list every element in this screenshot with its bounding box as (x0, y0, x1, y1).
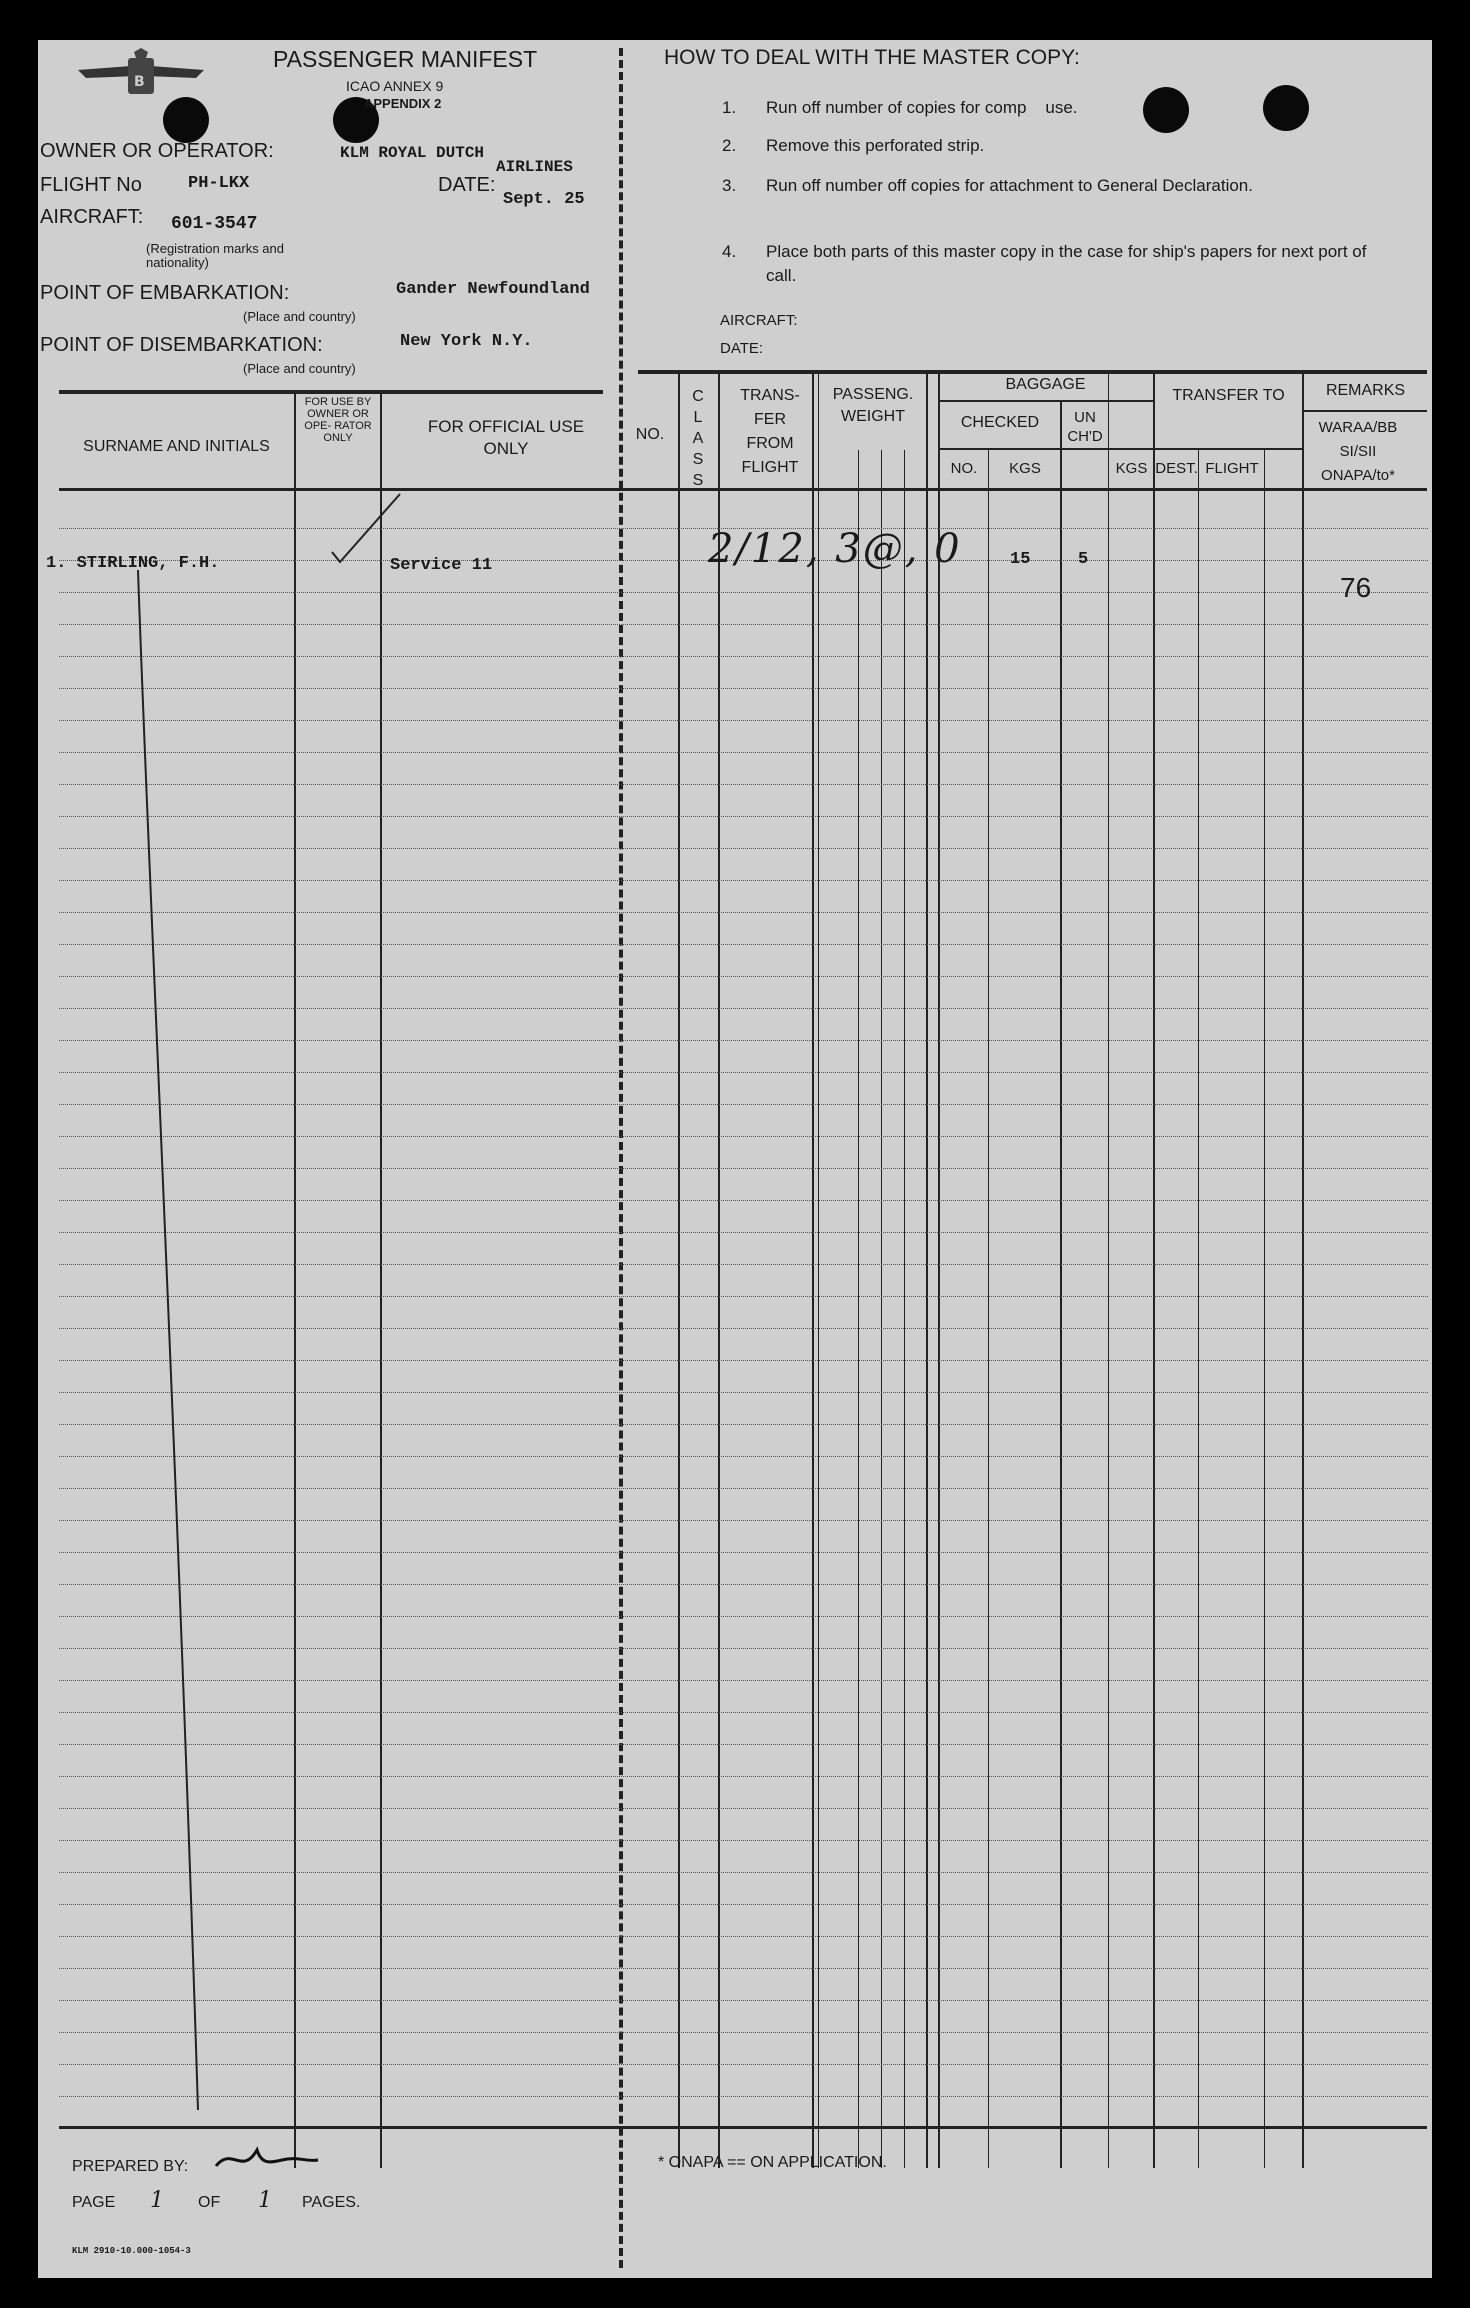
table-top-border (59, 390, 603, 394)
ruled-line (59, 1776, 1428, 1777)
ruled-line (59, 656, 1428, 657)
header-checked: CHECKED (960, 414, 1040, 431)
instruction-text: Run off number of copies for comp use. (766, 98, 1078, 117)
ruled-line (59, 1104, 1428, 1105)
klm-wings-logo (76, 48, 206, 108)
ruled-line (59, 1584, 1428, 1585)
date-label: DATE: (438, 174, 496, 196)
header-surname: SURNAME AND INITIALS (83, 438, 270, 455)
pen-stroke (128, 570, 228, 2140)
ruled-line (59, 2064, 1428, 2065)
owner-value-2: AIRLINES (496, 158, 573, 176)
ruled-line (59, 2000, 1428, 2001)
column-divider (938, 370, 940, 2168)
ruled-line (59, 1968, 1428, 1969)
column-divider (1302, 370, 1304, 2168)
svg-text:B: B (134, 74, 145, 90)
column-divider (988, 450, 989, 2168)
ruled-line (59, 1648, 1428, 1649)
flight-label: FLIGHT No (40, 174, 142, 196)
baggage-divider (938, 400, 1153, 402)
manifest-title: PASSENGER MANIFEST (273, 46, 538, 72)
column-divider (380, 394, 382, 2168)
header-remarks-codes: WARAA/BB SI/SII ONAPA/to* (1318, 419, 1398, 484)
header-class: CLASS (692, 388, 704, 489)
ruled-line (59, 2096, 1428, 2097)
column-divider (881, 450, 882, 2168)
ruled-line (59, 1808, 1428, 1809)
annex-label: ICAO ANNEX 9 (346, 78, 444, 94)
instructions-aircraft-label: AIRCRAFT: (720, 312, 798, 329)
column-divider (812, 370, 814, 2168)
column-divider (294, 394, 296, 2168)
header-transfer-to: TRANSFER TO (1172, 387, 1285, 404)
disembark-value: New York N.Y. (400, 332, 533, 351)
column-divider (678, 370, 680, 2168)
ruled-line (59, 752, 1428, 753)
header-official: FOR OFFICIAL USE ONLY (427, 417, 585, 458)
ruled-line (59, 784, 1428, 785)
check-mark (328, 490, 408, 570)
column-divider (718, 370, 720, 2168)
punch-hole (1143, 87, 1189, 133)
embark-note: (Place and country) (243, 309, 356, 324)
checked-kgs-value: 15 (1010, 550, 1031, 569)
ruled-line (59, 1168, 1428, 1169)
page-number: 1 (150, 2188, 164, 2213)
ruled-line (59, 1744, 1428, 1745)
ruled-line (59, 592, 1428, 593)
instruction-number: 4. (722, 242, 737, 261)
transfer-subdivider (1154, 448, 1302, 450)
instruction-number: 2. (722, 136, 737, 155)
column-divider (1264, 450, 1265, 2168)
pages-label: PAGES. (302, 2194, 361, 2211)
passenger-surname: 1. STIRLING, F.H. (46, 554, 220, 573)
header-baggage: BAGGAGE (1005, 376, 1086, 393)
ruled-line (59, 1296, 1428, 1297)
ruled-line (59, 1008, 1428, 1009)
header-flight: FLIGHT (1205, 460, 1259, 477)
baggage-subdivider (938, 448, 1153, 450)
header-unchd-kgs: KGS (1115, 460, 1148, 477)
header-passeng-weight: PASSENG. WEIGHT (832, 386, 914, 425)
column-divider (858, 450, 859, 2168)
punch-hole (1263, 85, 1309, 131)
aircraft-label: AIRCRAFT: (40, 206, 144, 228)
appendix-label: APPENDIX 2 (364, 96, 442, 111)
owner-value: KLM ROYAL DUTCH (340, 144, 485, 162)
flight-value: PH-LKX (188, 174, 250, 193)
ruled-line (59, 1552, 1428, 1553)
onapa-note: * ONAPA == ON APPLICATION. (658, 2154, 887, 2171)
ruled-line (59, 880, 1428, 881)
embark-label: POINT OF EMBARKATION: (40, 282, 290, 304)
ruled-line (59, 1616, 1428, 1617)
ruled-line (59, 2032, 1428, 2033)
header-for-use: FOR USE BY OWNER OR OPE- RATOR ONLY (304, 396, 372, 444)
header-transfer-from: TRANS- FER FROM FLIGHT (740, 387, 800, 476)
column-divider (1198, 450, 1199, 2168)
ruled-line (59, 720, 1428, 721)
aircraft-note: (Registration marks and nationality) (146, 241, 284, 270)
ruled-line (59, 1232, 1428, 1233)
ruled-line (59, 1520, 1428, 1521)
ruled-line (59, 1264, 1428, 1265)
ruled-line (59, 912, 1428, 913)
ruled-line (59, 1456, 1428, 1457)
column-divider (1153, 370, 1155, 2168)
table-header-bottom (59, 488, 1427, 491)
ruled-line (59, 1840, 1428, 1841)
ruled-line (59, 1904, 1428, 1905)
ruled-line (59, 1424, 1428, 1425)
ruled-line (59, 1200, 1428, 1201)
column-divider (926, 370, 928, 2168)
perforation-line (619, 48, 623, 2268)
owner-label: OWNER OR OPERATOR: (40, 140, 274, 162)
ruled-line (59, 1872, 1428, 1873)
instruction-text: Place both parts of this master copy in the case for ship's papers for next port of call. (766, 242, 1367, 285)
column-divider (904, 450, 905, 2168)
remarks-divider (1304, 410, 1427, 412)
aircraft-value: 601-3547 (171, 214, 258, 234)
page-total: 1 (258, 2188, 272, 2213)
ruled-line (59, 1072, 1428, 1073)
instruction-number: 1. (722, 98, 737, 117)
instructions-title: HOW TO DEAL WITH THE MASTER COPY: (664, 46, 1080, 69)
ruled-line (59, 1040, 1428, 1041)
column-divider (1108, 370, 1109, 2168)
ruled-line (59, 1936, 1428, 1937)
printer-code: KLM 2910-10.000-1054-3 (72, 2246, 191, 2256)
ruled-line (59, 944, 1428, 945)
ruled-line (59, 848, 1428, 849)
ruled-line (59, 1712, 1428, 1713)
instruction-number: 3. (722, 176, 737, 195)
date-value: Sept. 25 (503, 190, 585, 209)
handwritten-entry: 2/12, 3@, 0 (708, 526, 962, 572)
of-label: OF (198, 2194, 221, 2211)
disembark-note: (Place and country) (243, 361, 356, 376)
official-use-value: Service 11 (390, 556, 493, 575)
page-label: PAGE (72, 2194, 116, 2211)
prepared-by-label: PREPARED BY: (72, 2158, 189, 2175)
column-divider (818, 370, 819, 2168)
ruled-line (59, 1328, 1428, 1329)
unchd-kgs-value: 5 (1078, 550, 1089, 569)
ruled-line (59, 816, 1428, 817)
manifest-sheet (38, 40, 1432, 2278)
header-dest: DEST. (1155, 460, 1198, 477)
ruled-line (59, 976, 1428, 977)
instructions-date-label: DATE: (720, 340, 764, 357)
header-checked-kgs: KGS (1009, 460, 1041, 477)
header-checked-no: NO. (950, 460, 978, 477)
instruction-text: Remove this perforated strip. (766, 136, 985, 155)
embark-value: Gander Newfoundland (396, 280, 590, 299)
disembark-label: POINT OF DISEMBARKATION: (40, 334, 323, 356)
instruction-text: Run off number off copies for attachment to General Declaration. (766, 176, 1253, 195)
ruled-line (59, 1488, 1428, 1489)
header-unchd: UN CH'D (1067, 409, 1103, 445)
ruled-line (59, 1360, 1428, 1361)
ruled-line (59, 688, 1428, 689)
remarks-annotation: 76 (1340, 572, 1372, 603)
ruled-line (59, 624, 1428, 625)
ruled-line (59, 1136, 1428, 1137)
ruled-line (59, 1392, 1428, 1393)
header-no: NO. (635, 426, 665, 443)
header-remarks: REMARKS (1325, 382, 1406, 399)
signature (212, 2136, 322, 2186)
footer-border (59, 2126, 1427, 2129)
ruled-line (59, 1680, 1428, 1681)
